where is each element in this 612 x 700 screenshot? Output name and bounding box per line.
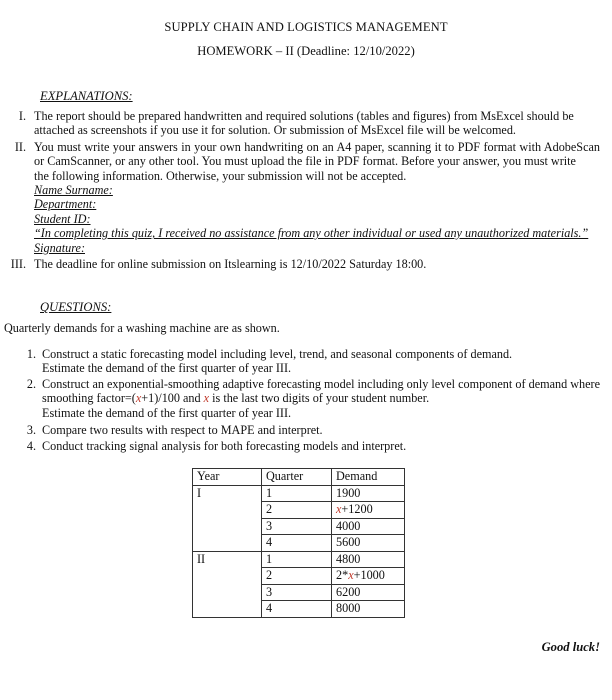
table-row	[193, 568, 405, 585]
question-number-2: 2.	[26, 377, 36, 391]
header-demand: Demand	[332, 469, 405, 486]
year-cell	[193, 601, 262, 618]
year-cell	[193, 518, 262, 535]
year-cell: I	[193, 485, 262, 502]
demand-value: 8000	[336, 601, 361, 616]
student-id-field: Student ID:	[34, 211, 91, 226]
table-row	[193, 551, 405, 568]
questions-intro: Quarterly demands for a washing machine are as shown.	[4, 321, 280, 335]
document-title: SUPPLY CHAIN AND LOGISTICS MANAGEMENT	[164, 20, 448, 34]
department-field: Department:	[34, 197, 97, 212]
quarter-cell: 1	[262, 551, 332, 568]
signature-field: Signature:	[34, 240, 85, 255]
demand-value: 6200	[336, 584, 361, 599]
honesty-statement: “In completing this quiz, I received no assistance from any other individual or used any unauthorized materials.”	[34, 226, 589, 241]
question-1	[42, 347, 600, 376]
explanation-number-2: II.	[14, 140, 26, 154]
question-2-line-1: Construct an exponential-smoothing adaptive forecasting model including only level component of	[42, 377, 526, 391]
demand-cell	[332, 518, 405, 535]
year-cell	[193, 584, 262, 601]
question-2-line-3: Estimate the demand of the first quarter of year III.	[42, 405, 292, 420]
table-row	[193, 584, 405, 601]
demand-value: 1900	[336, 485, 361, 500]
demand-value: +1200	[341, 502, 373, 517]
quarter-cell: 2	[262, 502, 332, 519]
explanation-item-1	[34, 109, 600, 138]
questions-heading: QUESTIONS:	[40, 300, 112, 314]
explanation-1-line-2: attached as screenshots if you use it for solution. Or submission of MsExcel file will be welcomed.	[34, 123, 516, 138]
question-number-4: 4.	[26, 439, 36, 453]
question-2-line-2a: demand where smoothing factor=(	[42, 377, 601, 406]
explanation-item-2	[34, 140, 600, 183]
question-2-line-2b: +1)/100 and	[141, 391, 201, 406]
demand-cell	[332, 601, 405, 618]
table-row	[193, 535, 405, 552]
demand-prefix: 2*	[336, 568, 349, 583]
demand-cell	[332, 535, 405, 552]
demand-cell	[332, 551, 405, 568]
quarter-cell: 2	[262, 568, 332, 585]
quarter-cell: 3	[262, 518, 332, 535]
question-2-line-2c: is the last two digits of your student number.	[212, 391, 430, 406]
question-3: Compare two results with respect to MAPE and interpret.	[42, 423, 323, 437]
demand-value: 4000	[336, 518, 361, 533]
demand-value: 5600	[336, 535, 361, 550]
question-1-line-1: Construct a static forecasting model including level, trend, and seasonal components of demand.	[42, 347, 513, 361]
table-row	[193, 502, 405, 519]
explanation-2-line-2: or CamScanner, or any other tool. You must upload the file in PDF format. Before your answer, you must write	[34, 154, 576, 169]
quarter-cell: 1	[262, 485, 332, 502]
quarter-cell: 4	[262, 535, 332, 552]
demand-cell	[332, 502, 405, 519]
question-number-3: 3.	[26, 423, 36, 437]
demand-value: 4800	[336, 551, 361, 566]
demand-table	[192, 468, 405, 618]
table-row	[193, 518, 405, 535]
student-info-fields	[34, 183, 600, 255]
quarter-cell: 3	[262, 584, 332, 601]
variable-x: x	[135, 391, 142, 406]
table-row	[193, 485, 405, 502]
year-cell	[193, 535, 262, 552]
demand-variable-x: x	[336, 502, 342, 517]
explanation-2-line-3: the following information. Otherwise, your submission will not be accepted.	[34, 168, 407, 183]
closing-note: Good luck!	[541, 640, 600, 654]
explanation-number-3: III.	[10, 257, 26, 271]
header-year: Year	[193, 469, 262, 486]
explanation-number-1: I.	[18, 109, 26, 123]
question-4: Conduct tracking signal analysis for both forecasting models and interpret.	[42, 439, 407, 453]
name-surname-field: Name Surname:	[34, 183, 113, 197]
explanation-1-line-1: The report should be prepared handwritten and required solutions (tables and figures) from MsExcel should be	[34, 109, 574, 123]
demand-variable-x: x	[348, 568, 354, 583]
demand-cell	[332, 485, 405, 502]
table-header-row	[193, 469, 405, 486]
year-cell	[193, 502, 262, 519]
explanation-item-3: The deadline for online submission on Itslearning is 12/10/2022 Saturday 18:00.	[34, 257, 427, 271]
variable-x: x	[203, 391, 210, 406]
year-cell	[193, 568, 262, 585]
demand-value: +1000	[353, 568, 385, 583]
document-subtitle: HOMEWORK – II (Deadline: 12/10/2022)	[197, 44, 415, 58]
explanation-2-line-1: You must write your answers in your own handwriting on an A4 paper, scanning it to PDF format with AdobeScan	[34, 140, 600, 154]
year-cell: II	[193, 551, 262, 568]
table-row	[193, 601, 405, 618]
explanations-heading: EXPLANATIONS:	[40, 89, 133, 103]
quarter-cell: 4	[262, 601, 332, 618]
demand-cell	[332, 584, 405, 601]
question-number-1: 1.	[26, 347, 36, 361]
header-quarter: Quarter	[262, 469, 332, 486]
question-2	[42, 377, 600, 420]
demand-cell	[332, 568, 405, 585]
question-1-line-2: Estimate the demand of the first quarter of year III.	[42, 361, 292, 376]
